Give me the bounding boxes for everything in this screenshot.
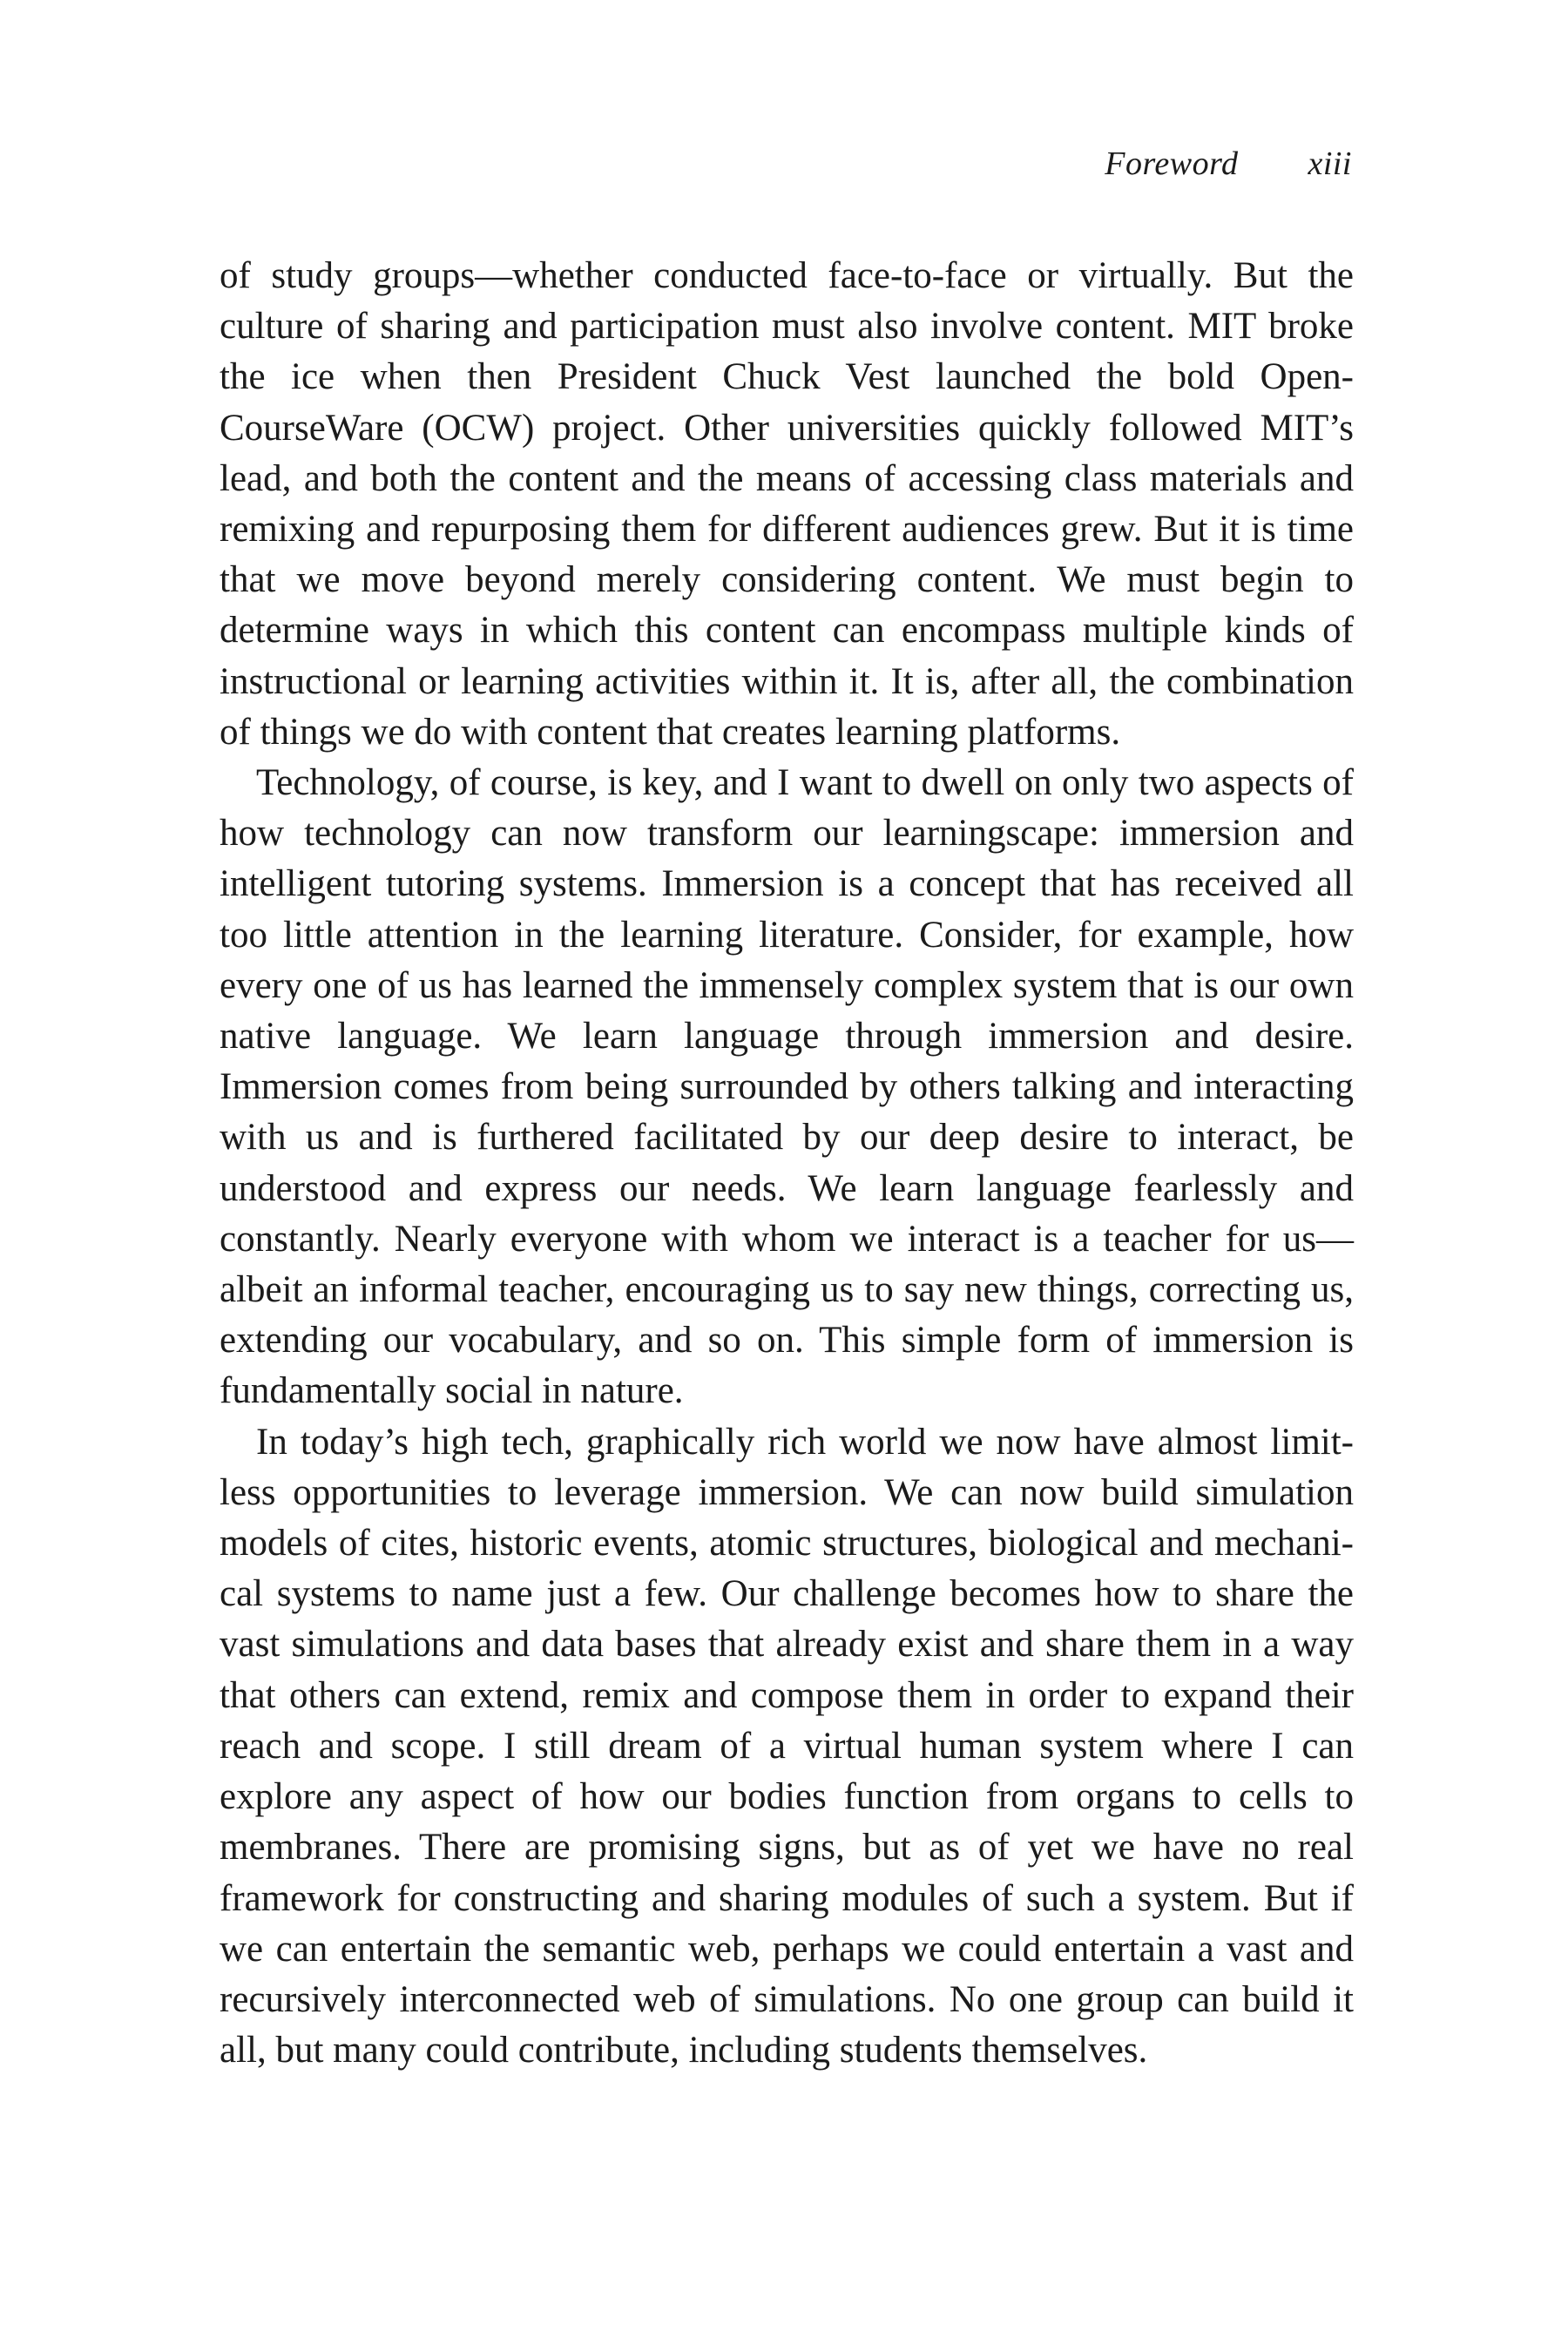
- paragraph-continued: of study groups—whether conducted face-to-face or virtually. But the culture of sharing and participation must also involve content. MIT broke the ice when then President Chuck Vest launched the bold OpenCourseWare (OCW) project. Other universities quickly followed MIT’s lead, and both the content and the means of accessing class materials and remixing and repurposing them for different audiences grew. But it is time that we move beyond merely considering content. We must begin to determine ways in which this content can encompass multiple kinds of instructional or learning activities within it. It is, after all, the combination of things we do with content that creates learning platforms.: [220, 255, 1354, 753]
- paragraph-technology: Technology, of course, is key, and I want to dwell on only two aspects of how technology can now transform our learningscape: immersion and intelligent tutoring systems. Immersion is a concept that has received all too little attention in the learning literature. Consider, for example, how every one of us has learned the immensely complex system that is our own native language. We learn language through immersion and desire. Immersion comes from being surrounded by others talking and interacting with us and is furthered facilitated by our deep desire to interact, be understood and express our needs. We learn language fearlessly and constantly. Nearly everyone with whom we interact is a teacher for us—albeit an informal teacher, encouraging us to say new things, correcting us, extending our vocabulary, and so on. This simple form of immersion is fundamentally social in nature.: [220, 762, 1354, 1412]
- running-head: [1105, 145, 1352, 183]
- running-head-title: Foreword: [1105, 145, 1239, 182]
- page-number: xiii: [1308, 145, 1352, 182]
- paragraph-immersion: In today’s high tech, graphically rich world we now have almost limitless opportunities to leverage immersion. We can now build simulation models of cites, historic events, atomic structures, biological and mechanical systems to name just a few. Our challenge becomes how to share the vast simulations and data bases that already exist and share them in a way that others can extend, remix and compose them in order to expand their reach and scope. I still dream of a virtual human system where I can explore any aspect of how our bodies function from organs to cells to membranes. There are promising signs, but as of yet we have no real framework for constructing and sharing modules of such a system. But if we can entertain the semantic web, perhaps we could entertain a vast and recursively interconnected web of simulations. No one group can build it all, but many could contribute, including students themselves.: [220, 1421, 1354, 2072]
- body-text: [220, 251, 1354, 2076]
